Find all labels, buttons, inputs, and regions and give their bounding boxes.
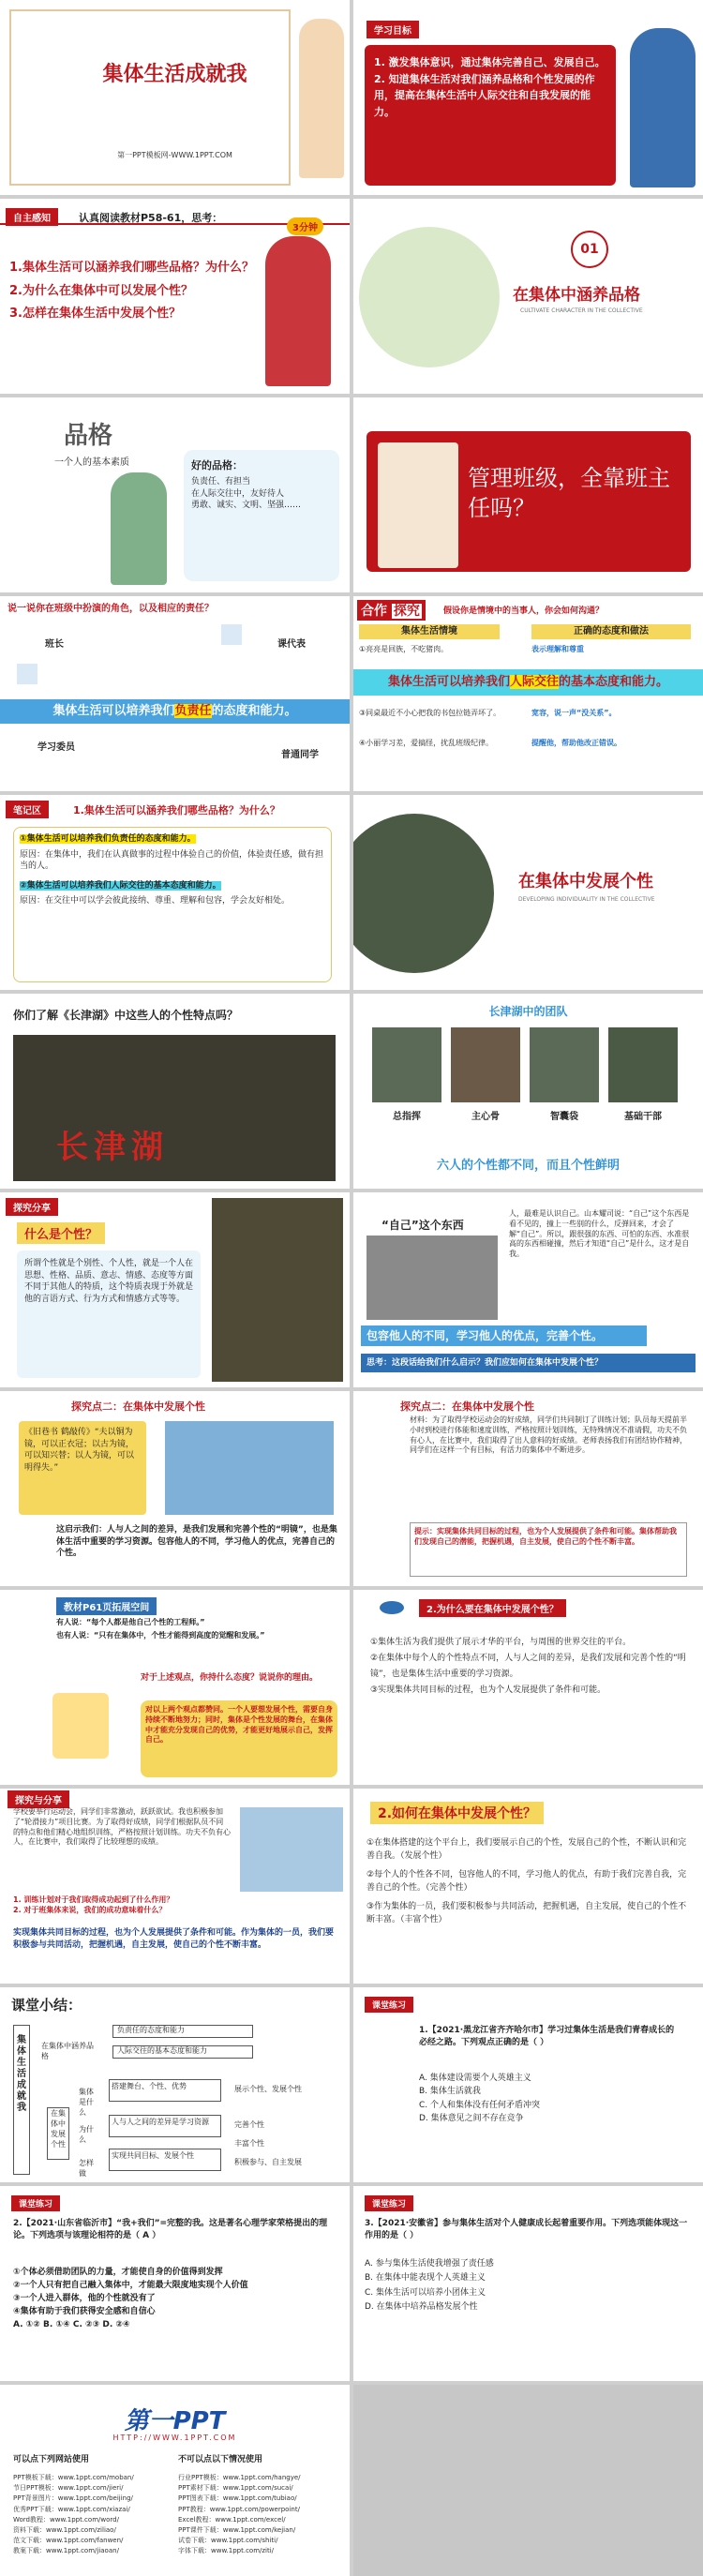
butterfly-icon xyxy=(380,1601,404,1614)
character-photo xyxy=(608,1027,678,1102)
soldier-photo xyxy=(212,1198,343,1382)
slide-7[interactable] xyxy=(0,596,350,791)
site-link[interactable]: PPT背景图片：www.1ppt.com/beijing/ xyxy=(13,2494,133,2503)
slide-4[interactable] xyxy=(353,199,703,394)
section-bar: 探究与分享 xyxy=(7,1790,69,1808)
note-question: 1.集体生活可以涵养我们哪些品格？为什么？ xyxy=(73,804,280,816)
intro-text: 认真阅读教材P58-61，思考： xyxy=(79,212,223,224)
material-text: 材料：为了取得学校运动会的好成绩，同学们共同制订了训练计划；队员每天提前半小时到校进行体能和速度训练，严格按照计划训练，无特殊情况不准请假，功夫不负有心人，在比赛中，我们取得了出人意料的好成绩。老师表扬我们有团结协作精神，同学们在这样一个有目标，有活力的集体中不断进步。 xyxy=(410,1415,687,1455)
character-name: 智囊袋 xyxy=(550,1112,578,1122)
slide-11[interactable] xyxy=(0,994,350,1189)
brand-url: HTTP://WWW.1PPT.COM xyxy=(112,2434,237,2442)
prompt-text: 说一说你在班级中扮演的角色，以及相应的责任？ xyxy=(7,604,214,614)
definition-box: 所谓个性就是个别性、个人性，就是一个人在思想、性格、品质、意志、情感、态度等方面不同于其他人的特质，这个特质表现于外就是他的言语方式、行为方式和情感方式等等。 xyxy=(17,1251,201,1378)
branch-label: 在集体中发展个性 xyxy=(47,2107,69,2160)
note-point: ②集体生活可以培养我们人际交往的基本态度和能力。 xyxy=(20,880,221,891)
site-link[interactable]: PPT模板下载：www.1ppt.com/moban/ xyxy=(13,2474,134,2481)
quality-item: 在人际交往中，友好待人 xyxy=(191,488,285,499)
section-bar: 教材P61页拓展空间 xyxy=(56,1597,157,1615)
story-box: 《旧巷书 鹤敲传》“夫以铜为镜，可以正衣冠；以古为镜，可以知兴替；以人为镜，可以明得失。” xyxy=(19,1421,146,1515)
soldiers-photo xyxy=(353,814,494,973)
character-name: 总指挥 xyxy=(393,1112,421,1122)
option-item: ④集体有助于我们获得安全感和自信心 xyxy=(13,2306,156,2316)
slide-25[interactable] xyxy=(0,2385,350,2576)
answer-box: 对以上两个观点都赞同。一个人要想发展个性，需要自身持续不断地努力；同时，集体是个性发展的舞台，在集体中才能充分发现自己的优势，才能更好地展示自己，发挥自己。 xyxy=(141,1700,337,1777)
slide-9[interactable] xyxy=(0,795,350,990)
student-icon xyxy=(221,624,242,645)
sports-photo xyxy=(240,1807,343,1892)
note-box xyxy=(13,827,332,982)
think-bar: 思考：这段话给我们什么启示？我们应如何在集体中发展个性？ xyxy=(361,1354,696,1372)
option-item: ②一个人只有把自己融入集体中，才能最大限度地实现个人价值 xyxy=(13,2280,248,2290)
section-bar: 笔记区 xyxy=(6,801,49,818)
banner-highlight: 负责任 xyxy=(174,704,212,718)
slide-10[interactable] xyxy=(353,795,703,990)
slide-2[interactable] xyxy=(353,0,703,195)
character-photo xyxy=(451,1027,520,1102)
method-item: ①在集体搭建的这个平台上，我们要展示自己的个性，发展自己的个性，不断认识和完善自我。（发展个性） xyxy=(366,1838,687,1861)
section-subtitle: DEVELOPING INDIVIDUALITY IN THE COLLECTIVE xyxy=(518,896,655,903)
note-reason: 原因：在集体中，我们在认真做事的过程中体验自己的价值，体验责任感，做有担当的人。 xyxy=(20,849,324,872)
slide-14[interactable] xyxy=(353,1192,703,1387)
discussion-illustration xyxy=(52,1693,109,1759)
section-bar: 课堂练习 xyxy=(365,2195,413,2211)
quality-item: 负责任、有担当 xyxy=(191,477,251,487)
summary-node: 搭建舞台、个性、优势 xyxy=(109,2079,221,2102)
story-text: 人，最难是认识自己。山本耀司说：“自己”这个东西是看不见的，撞上一些别的什么，反弹回来，才会了解“自己”。所以，跟很强的东西、可怕的东西、水准很高的东西相碰撞，然后才知道“自己”是什么，这才是自我。 xyxy=(509,1209,690,1259)
right-link-list xyxy=(178,2473,343,2557)
portrait-photo xyxy=(366,1236,498,1320)
quality-box-title: 好的品格： xyxy=(191,459,243,472)
section-title: 探究点二：在集体中发展个性 xyxy=(400,1400,534,1413)
slide-6[interactable] xyxy=(353,397,703,592)
section-bar: 2.为什么要在集体中发展个性？ xyxy=(419,1599,566,1617)
section-bar: 课堂练习 xyxy=(11,2195,60,2211)
summary-leaf: 积极参与、自主发展 xyxy=(234,2158,302,2166)
exercise-options xyxy=(13,2267,341,2332)
quote: 有人说：“每个人都是他自己个性的工程师。” xyxy=(56,1618,205,1626)
slide-13[interactable] xyxy=(0,1192,350,1387)
scholar-figure xyxy=(111,472,167,585)
topic-title: 品格 xyxy=(64,422,113,450)
option-b[interactable]: B. 在集体中能表现个人英雄主义 xyxy=(365,2273,486,2284)
story-text: 学校要举行运动会，同学们非常激动，跃跃欲试。我也积极参加了“轮滑接力”项目比赛。为了取得好成绩，同学们根据队员不同的特点和他们精心地组织训练，严格按照计划训练。功夫不负有心人，在比赛中，我们取得了比较理想的成绩。 xyxy=(13,1807,231,1847)
slide-5[interactable] xyxy=(0,397,350,592)
summary-node: 负责任的态度和能力 xyxy=(112,2025,253,2038)
method-list xyxy=(366,1837,691,1927)
table-cell: ④小丽学习差，爱搞怪，扰乱班级纪律。 xyxy=(359,739,494,747)
option-a[interactable]: A. 集体建设需要个人英雄主义 xyxy=(419,2074,531,2083)
table-cell: 表示理解和尊重 xyxy=(531,645,584,653)
exercise-question: 2.【2021·山东省临沂市】“我+我们”=完整的我。这是著名心理学家荣格提出的理论。下列选项与该理论相符的是（ A ） xyxy=(13,2219,328,2240)
slide-23[interactable] xyxy=(0,2186,350,2381)
slide-15[interactable] xyxy=(0,1391,350,1586)
option-item: ③一个人进入群体，他的个性就没有了 xyxy=(13,2293,156,2303)
site-link[interactable]: 教案下载：www.1ppt.com/jiaoan/ xyxy=(13,2547,119,2555)
left-link-list xyxy=(13,2473,172,2557)
site-link[interactable]: 节日PPT模板：www.1ppt.com/jieri/ xyxy=(13,2484,124,2493)
note-reason: 原因：在交往中可以学会彼此接纳、尊重、理解和包容，学会友好相处。 xyxy=(20,896,291,906)
character-name: 主心骨 xyxy=(471,1112,500,1122)
prompt-text: 对于上述观点，你持什么态度？说说你的理由。 xyxy=(141,1673,319,1683)
lesson-text: 这启示我们：人与人之间的差异，是我们发展和完善个性的“明镜”，也是集体生活中重要的学习资源。包容他人的不同，学习他人的优点，完善自己的个性。 xyxy=(56,1525,337,1559)
summary-node: 怎样做 xyxy=(79,2159,94,2178)
teacher-photo xyxy=(378,442,458,568)
question-list xyxy=(13,1895,332,1916)
site-link[interactable]: Excel教程：www.1ppt.com/excel/ xyxy=(178,2515,286,2524)
classroom-illustration xyxy=(359,227,500,367)
summary-leaf: 展示个性、发展个性 xyxy=(234,2085,302,2093)
option-b[interactable]: B. 集体生活就我 xyxy=(419,2087,481,2097)
section-bar: 合作 探究 xyxy=(357,600,426,621)
questions xyxy=(9,257,254,326)
site-link[interactable]: 优秀PPT下载：www.1ppt.com/xiazai/ xyxy=(13,2505,130,2513)
table-cell: 宽容，说一声“没关系”。 xyxy=(531,709,617,717)
conclusion-banner: 集体生活可以培养我们负责任的态度和能力。 xyxy=(0,699,350,724)
cartoon-figure xyxy=(299,19,344,178)
role-label: 学习委员 xyxy=(37,742,75,753)
answer-choices[interactable]: A. ①② B. ①④ C. ②③ D. ②④ xyxy=(13,2319,130,2329)
slide-8[interactable] xyxy=(353,596,703,791)
question-1: 1.集体生活可以涵养我们哪些品格？为什么？ xyxy=(9,261,254,275)
slide-21[interactable] xyxy=(0,1987,350,2182)
method-item: ③作为集体的一员，我们要积极参与共同活动，把握机遇，自主发展，使自己的个性不断丰富。（丰富个性） xyxy=(366,1901,687,1925)
exercise-options xyxy=(365,2257,693,2314)
poster-title: 长津湖 xyxy=(56,1129,169,1166)
note-point: ①集体生活可以培养我们负责任的态度和能力。 xyxy=(20,834,196,844)
section-title: 在集体中涵养品格 xyxy=(513,286,640,305)
method-item: ②每个人的个性各不同，包容他人的不同，学习他人的优点，有助于我们完善自我，完善自己的个性。（完善个性） xyxy=(366,1869,687,1893)
summary-node: 人与人之间的差异是学习资源 xyxy=(109,2115,221,2137)
footer-text: 第一PPT模板网-WWW.1PPT.COM xyxy=(117,151,232,159)
table-cell: 提醒他，帮助他改正错误。 xyxy=(531,739,621,747)
option-c[interactable]: C. 集体生活可以培养小团体主义 xyxy=(365,2287,486,2298)
conclusion-banner: 集体生活可以培养我们人际交往的基本态度和能力。 xyxy=(353,669,703,696)
section-number: 01 xyxy=(571,231,608,268)
table-cell: ①亮亮是回族，不吃猪肉。 xyxy=(359,645,449,653)
role-label: 普通同学 xyxy=(281,750,319,760)
site-link[interactable]: 范文下载：www.1ppt.com/fanwen/ xyxy=(13,2537,124,2545)
topic-sub: 一个人的基本素质 xyxy=(54,457,129,468)
site-link[interactable]: PPT图表下载：www.1ppt.com/tubiao/ xyxy=(178,2494,297,2503)
slide-20[interactable] xyxy=(353,1789,703,1984)
scenario-question: 假设你是情境中的当事人，你会如何沟通？ xyxy=(443,607,605,616)
reason-item: ②在集体中每个人的个性特点不同，人与人之间的差异，是我们发展和完善个性的“明镜”，也是集体生活中重要的学习资源。 xyxy=(370,1654,686,1680)
option-c[interactable]: C. 个人和集体没有任何矛盾冲突 xyxy=(419,2100,541,2110)
summary-node: 人际交往的基本态度和能力 xyxy=(112,2045,253,2059)
site-link[interactable]: Word教程：www.1ppt.com/word/ xyxy=(13,2515,119,2524)
student-figure xyxy=(630,28,696,187)
summary-leaf: 丰富个性 xyxy=(234,2139,264,2148)
slide-19[interactable] xyxy=(0,1789,350,1984)
goal-2: 2. 知道集体生活对我们涵养品格和个性发展的作用，提高在集体生活中人际交往和自我发展的能力。 xyxy=(374,72,595,118)
question-3: 3.怎样在集体生活中发展个性？ xyxy=(9,307,181,322)
reason-list xyxy=(370,1635,689,1699)
question-text: 管理班级，全靠班主任吗？ xyxy=(468,465,670,522)
conclusion-text: 六人的个性都不同，而且个性鲜明 xyxy=(436,1159,620,1173)
slide-16[interactable] xyxy=(353,1391,703,1586)
character-name: 基础干部 xyxy=(624,1112,662,1122)
reason-item: ①集体生活为我们提供了展示才华的平台，与周围的世界交往的平台。 xyxy=(370,1638,632,1647)
conclusion-banner: 包容他人的不同，学习他人的优点，完善个性。 xyxy=(361,1325,647,1346)
empty-cell xyxy=(353,2385,703,2576)
option-d[interactable]: D. 在集体中培养品格发展个性 xyxy=(365,2301,478,2312)
team-title: 长津湖中的团队 xyxy=(488,1005,568,1018)
site-link[interactable]: PPT教程：www.1ppt.com/powerpoint/ xyxy=(178,2505,300,2513)
section-title: 探究点二：在集体中发展个性 xyxy=(71,1400,205,1413)
slide-24[interactable] xyxy=(353,2186,703,2381)
question-item: 1. 训练计划对于我们取得成功起到了什么作用？ xyxy=(13,1895,174,1904)
right-column-title: 不可以点以下情况使用 xyxy=(178,2455,263,2464)
option-d[interactable]: D. 集体意见之间不存在竞争 xyxy=(419,2114,524,2124)
quality-box xyxy=(184,450,339,581)
summary-root: 集体生活成就我 xyxy=(13,2025,30,2175)
site-link[interactable]: 资料下载：www.1ppt.com/ziliao/ xyxy=(13,2525,116,2534)
quality-item: 勇敢、诚实、文明、坚强…… xyxy=(191,501,302,511)
summary-leaf: 完善个性 xyxy=(234,2120,264,2129)
exercise-question: 1.【2021·黑龙江省齐齐哈尔市】学习过集体生活是我们青春成长的必经之路。下列观点正确的是（ ） xyxy=(419,2026,675,2047)
student-icon xyxy=(17,664,37,684)
role-label: 课代表 xyxy=(277,639,306,650)
slide-1[interactable] xyxy=(0,0,350,195)
site-link[interactable]: 字体下载：www.1ppt.com/ziti/ xyxy=(178,2547,275,2555)
quote: 也有人说：“只有在集体中，个性才能得到高度的觉醒和发展。” xyxy=(56,1631,265,1640)
site-link[interactable]: PPT素材下载：www.1ppt.com/sucai/ xyxy=(178,2484,293,2493)
history-illustration xyxy=(165,1421,334,1515)
character-photo xyxy=(530,1027,599,1102)
section-bar: 2.如何在集体中发展个性？ xyxy=(370,1802,544,1824)
summary-node: 为什么 xyxy=(79,2125,94,2144)
summary-title: 课堂小结： xyxy=(11,1997,82,2014)
table-cell: ③同桌最近不小心把我的书包拉链弄坏了。 xyxy=(359,709,501,717)
character-photo xyxy=(372,1027,441,1102)
exercise-options xyxy=(419,2072,681,2126)
exercise-question: 3.【2021·安徽省】参与集体生活对个人健康成长起着重要作用。下列选项能体现这一作用的是（ ） xyxy=(365,2219,688,2240)
question-2: 2.为什么在集体中可以发展个性？ xyxy=(9,283,193,298)
section-subtitle: CULTIVATE CHARACTER IN THE COLLECTIVE xyxy=(520,307,643,314)
table-header: 正确的态度和做法 xyxy=(531,624,691,639)
page-title: 集体生活成就我 xyxy=(102,62,247,86)
section-bar: 探究分享 xyxy=(6,1198,58,1216)
goal-1: 1. 激发集体意识，通过集体完善自己、发展自己。 xyxy=(374,56,606,68)
section-title: 在集体中发展个性 xyxy=(518,872,653,891)
question-text: 你们了解《长津湖》中这些人的个性特点吗？ xyxy=(13,1009,239,1022)
branch-label: 在集体中涵养品格 xyxy=(41,2042,94,2060)
left-column-title: 可以点下列网站使用 xyxy=(13,2455,90,2464)
brand-logo: 第一PPT xyxy=(124,2407,226,2435)
story-title: “自己”这个东西 xyxy=(381,1219,464,1232)
slide-22[interactable] xyxy=(353,1987,703,2182)
reason-item: ③实现集体共同目标的过程，也为个人发展提供了条件和可能。 xyxy=(370,1685,606,1696)
slide-18[interactable] xyxy=(353,1590,703,1785)
time-badge: 3分钟 xyxy=(287,217,323,235)
sub-heading: 什么是个性？ xyxy=(17,1222,105,1244)
answer-box: 提示：实现集体共同目标的过程，也为个人发展提供了条件和可能。集体帮助我们发现自己的潜能，把握机遇，自主发展，使自己的个性不断丰富。 xyxy=(410,1522,687,1577)
section-bar: 课堂练习 xyxy=(365,1997,413,2013)
role-label: 班长 xyxy=(45,639,64,650)
site-link[interactable]: 行业PPT模板：www.1ppt.com/hangye/ xyxy=(178,2474,301,2481)
question-item: 2. 对于班集体来说，我们的成功意味着什么？ xyxy=(13,1905,167,1914)
site-link[interactable]: PPT课件下载：www.1ppt.com/kejian/ xyxy=(178,2525,296,2534)
section-bar: 自主感知 xyxy=(6,208,58,226)
slide-12[interactable] xyxy=(353,994,703,1189)
option-a[interactable]: A. 参与集体生活使我增强了责任感 xyxy=(365,2259,494,2269)
option-item: ①个体必须借助团队的力量，才能使自身的价值得到发挥 xyxy=(13,2268,223,2277)
section-bar: 学习目标 xyxy=(366,21,419,38)
poster-figure xyxy=(265,236,331,386)
goals-box xyxy=(365,45,616,186)
site-link[interactable]: 试卷下载：www.1ppt.com/shiti/ xyxy=(178,2537,278,2545)
table-header: 集体生活情境 xyxy=(359,624,500,639)
slide-17[interactable] xyxy=(0,1590,350,1785)
slide-3[interactable] xyxy=(0,199,350,394)
answer-text: 实现集体共同目标的过程，也为个人发展提供了条件和可能。作为集体的一员，我们要积极参与共同活动，把握机遇，自主发展，使自己的个性不断丰富。 xyxy=(13,1928,335,1950)
summary-node: 实现共同目标、发展个性 xyxy=(109,2149,221,2171)
summary-node: 集体是什么 xyxy=(79,2088,94,2117)
